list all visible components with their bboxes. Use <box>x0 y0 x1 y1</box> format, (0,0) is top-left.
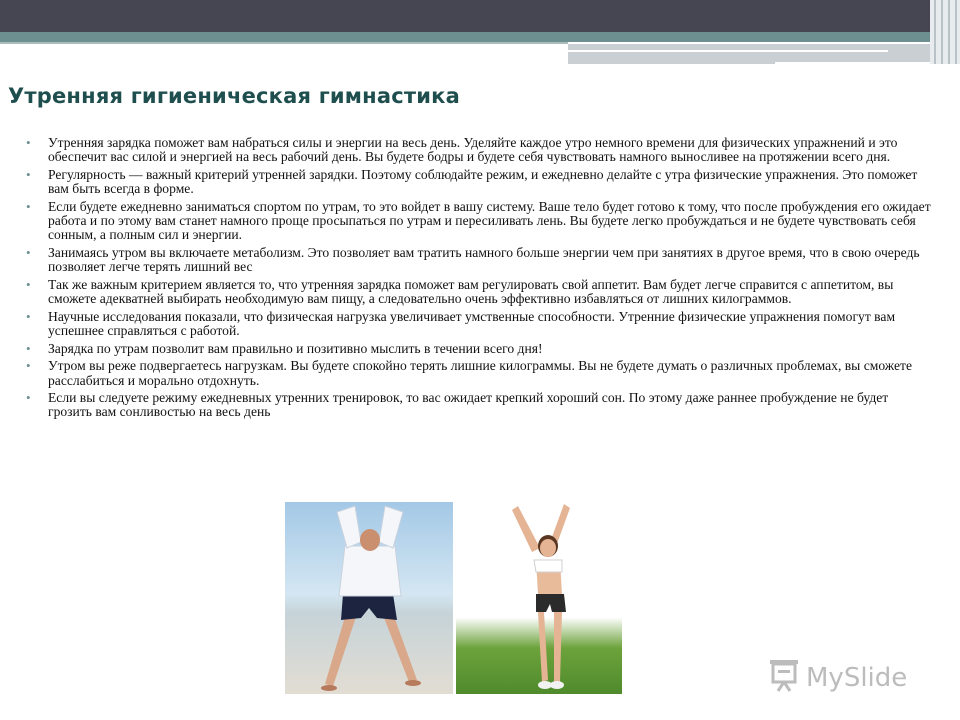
bullet-list <box>20 136 932 423</box>
divider-line <box>0 42 568 44</box>
decor-line <box>941 0 943 64</box>
teal-strip <box>0 32 930 42</box>
decor-line <box>955 0 957 64</box>
divider-line <box>568 50 888 52</box>
top-bar <box>0 0 960 32</box>
bullet-item: • Научные исследования показали, что физическая нагрузка увеличивает умственные способности. Утренние физические упражнения помогут вам успешнее справляться с работой. <box>20 310 932 338</box>
bullet-item: • Регулярность — важный критерий утренней зарядки. Поэтому соблюдайте режим, и ежедневно делайте с утра физические упражнения. Это поможет вам быть всегда в форме. <box>20 168 932 196</box>
bullet-item: • Утром вы реже подвергаетесь нагрузкам. Вы будете спокойно терять лишние килограммы. Вы не будете думать о различных проблемах, вы сможете расслабиться и морально отдохнуть. <box>20 359 932 387</box>
slide-title: Утренняя гигиеническая гимнастика <box>8 84 460 108</box>
bullet-item: • Утренняя зарядка поможет вам набраться силы и энергии на весь день. Уделяйте каждое утро немного времени для физических упражнений и это обеспечит вас силой и энергией на весь рабочий день. Вы будете бодры и будете себя чувствовать намного выносливее на протяжении всего дня. <box>20 136 932 164</box>
divider-line <box>775 62 930 64</box>
watermark-text: MySlide <box>806 662 908 693</box>
bullet-item: • Занимаясь утром вы включаете метаболизм. Это позволяет вам тратить намного больше энергии чем при занятиях в другое время, что в свою очередь позволяет легче терять лишний вес <box>20 246 932 274</box>
myslide-watermark <box>768 658 907 697</box>
bullet-item: • Так же важным критерием является то, что утренняя зарядка поможет вам регулировать свой аппетит. Вам будет легче справится с аппетитом, вы сможете адекватней выбирать необходимую вам пищу, а следовательно очень эффективно избавляться от лишних килограммов. <box>20 278 932 306</box>
bullet-item: • Если будете ежедневно заниматься спортом по утрам, то это войдет в вашу систему. Ваше тело будет готово к тому, что после пробуждения его ожидает работа и по этому вам станет намного проще просыпаться по утрам и пересиливать лень. Вы будете легко пробуждаться и не будете чувствовать себя сонным, а полным сил и энергии. <box>20 200 932 243</box>
decor-line <box>948 0 950 64</box>
gray-block <box>568 44 930 64</box>
decor-line <box>934 0 936 64</box>
photo-beach-stretch <box>285 502 453 694</box>
bullet-item: • Если вы следуете режиму ежедневных утренних тренировок, то вас ожидает крепкий хороший сон. По этому даже раннее пробуждение не будет грозить вам сонливостью на весь день <box>20 391 932 419</box>
bullet-item: • Зарядка по утрам позволит вам правильно и позитивно мыслить в течении всего дня! <box>20 342 932 356</box>
projector-screen-icon <box>768 658 800 697</box>
photo-grass-stretch <box>456 502 622 694</box>
